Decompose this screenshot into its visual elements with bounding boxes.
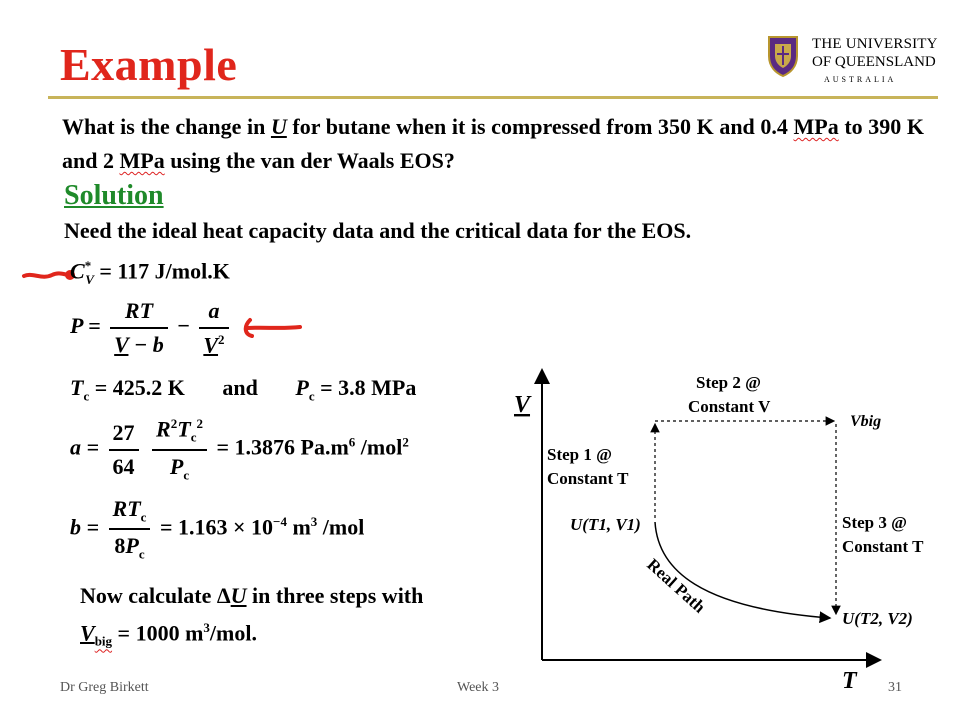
step3-line1: Step 3 @ [842,513,907,532]
cv-equation: $C^*_V = 117$ J/mol.K [70,258,230,287]
logo-line3: AUSTRALIA [824,75,897,84]
x-axis-label: T [842,668,857,690]
footer-author: Dr Greg Birkett [60,680,149,695]
solution-heading: Solution [64,180,164,211]
question-text: What is the change in U for butane when it is compressed from 350 K and 0.4 MPa to 390 K and 2 MPa using the van der Waals EOS? [62,114,924,173]
footer-page-number: 31 [888,680,902,695]
step1-line1: Step 1 @ [547,445,612,464]
path-diagram [500,360,960,690]
need-text: Need the ideal heat capacity data and the critical data for the EOS. [64,218,692,243]
step2-line1: Step 2 @ [696,373,761,392]
logo-line1: THE UNIVERSITY [812,36,938,52]
step3-line2: Constant T [842,537,924,556]
critical-data: $T_c = 425.2$ K and $P_c = 3.8$ MPa [70,375,417,404]
title-divider [48,96,938,99]
point2-label: U(T2, V2) [842,609,913,628]
vbig-label: Vbig [850,413,882,430]
step1-line2: Constant T [547,469,629,488]
university-logo [766,34,946,84]
annotation-mark-icon [240,316,306,342]
point1-label: U(T1, V1) [570,515,641,534]
now-calculate-text: Now calculate ΔU in three steps with $V_{big} = 1000$ $m^3$/mol. [80,583,424,649]
a-equation: a = $\frac{27}{64}$ $\frac{R^2T_c^2}{P_c}$ = 1.3876 $Pa.m^6$ /mol$^2$ [70,416,409,483]
step2-line2: Constant V [688,397,771,416]
logo-line2: OF QUEENSLAND [812,54,936,70]
vdw-equation: P = $\frac{RT}{V - b}$ − $\frac{a}{V^2}$ [70,298,233,358]
footer-week: Week 3 [457,680,500,695]
b-equation: b = $\frac{RT_c}{8P_c}$ = $1.163 \times 10^{-4}$ $m^3$ /mol [70,496,365,562]
real-path-label: Real Path [643,554,710,617]
crest-icon [766,34,800,78]
y-axis-label: V [514,392,531,418]
slide-title: Example [60,39,238,90]
real-path-curve [655,522,830,618]
